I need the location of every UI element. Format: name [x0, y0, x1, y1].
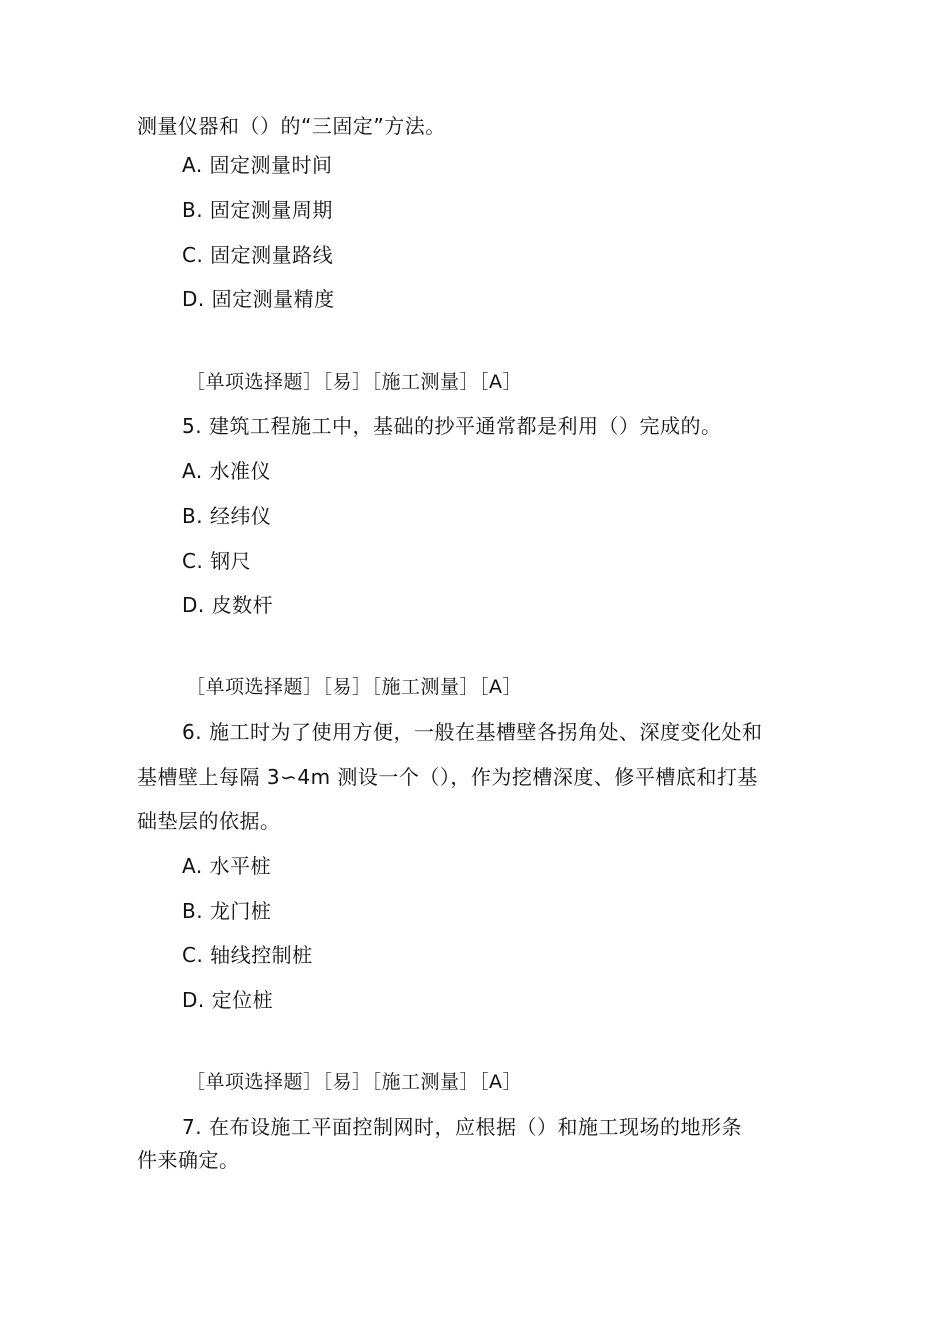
question-stem-line: 础垫层的依据。 [137, 809, 281, 833]
option-d: D. 皮数杆 [182, 593, 274, 617]
option-a: A. 固定测量时间 [182, 153, 333, 177]
question-stem-line: 件来确定。 [137, 1148, 240, 1172]
question-stem-line: 5. 建筑工程施工中，基础的抄平通常都是利用（）完成的。 [182, 414, 722, 438]
question-stem-line: 6. 施工时为了使用方便，一般在基槽壁各拐角处、深度变化处和 [182, 720, 763, 744]
question-tag: ［单项选择题］［易］［施工测量］［A］ [186, 676, 522, 698]
option-c: C. 轴线控制桩 [182, 943, 313, 967]
option-b: B. 固定测量周期 [182, 198, 333, 222]
option-c: C. 固定测量路线 [182, 243, 334, 267]
option-b: B. 经纬仪 [182, 504, 272, 528]
question-tag: ［单项选择题］［易］［施工测量］［A］ [186, 371, 522, 393]
option-c: C. 钢尺 [182, 549, 252, 573]
option-a: A. 水平桩 [182, 854, 272, 878]
question-stem-line: 7. 在布设施工平面控制网时，应根据（）和施工现场的地形条 [182, 1115, 742, 1139]
option-d: D. 定位桩 [182, 988, 274, 1012]
question-tag: ［单项选择题］［易］［施工测量］［A］ [186, 1071, 522, 1093]
option-d: D. 固定测量精度 [182, 287, 335, 311]
question-stem-line: 测量仪器和（）的“三固定”方法。 [137, 114, 446, 138]
option-a: A. 水准仪 [182, 459, 272, 483]
option-b: B. 龙门桩 [182, 899, 272, 923]
question-stem-line: 基槽壁上每隔 3∽4m 测设一个（），作为挖槽深度、修平槽底和打基 [137, 765, 758, 789]
